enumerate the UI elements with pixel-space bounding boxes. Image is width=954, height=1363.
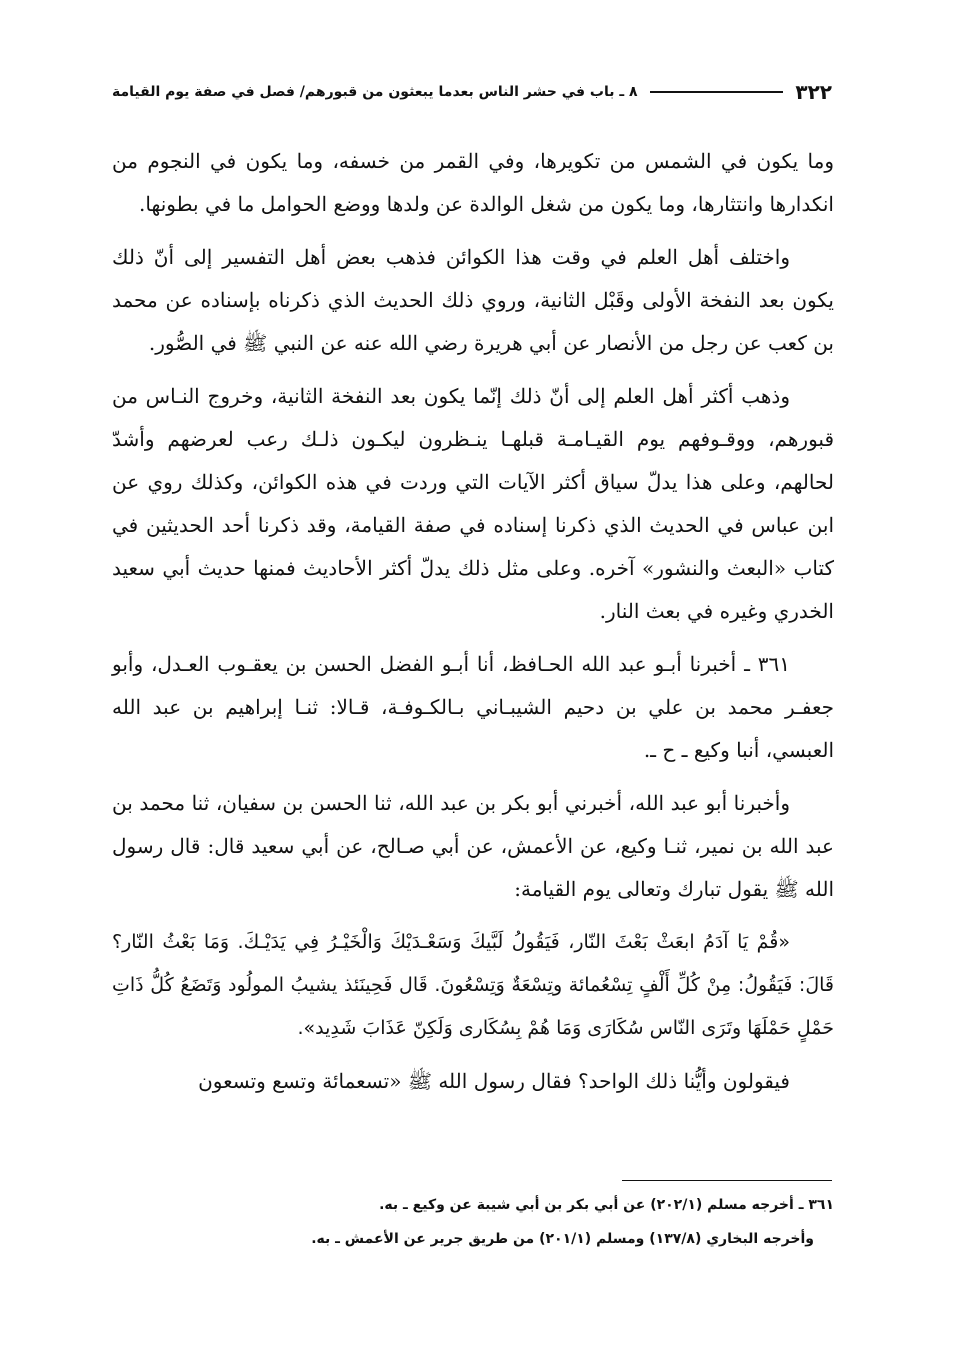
hadith-chain-2: وأخبرنا أبو عبد الله، أخبرني أبو بكر بن عبد الله، ثنا الحسن بن سفيان، ثنا محمد بن عبد الله بن نمير، ثنـا وكيع، عن الأعمش، عن أبي صـالح، عن أبي سعيد قال: قال رسول الله ﷺ يقول تبارك وتعالى يوم القيامة: [112, 791, 834, 901]
header-rule [650, 91, 784, 93]
hadith-361-chain: ٣٦١ ـ أخبرنا أبـو عبد الله الحـافظ، أنا أبـو الفضل الحسن بن يعقـوب العـدل، وأبو جعفـر محمد بن علي بن دحيم الشيبـاني بـالكـوفـة، قـالا: ثنـا إبراهيم بن عبد الله العبسي، أنبا وكيع ـ ح ـ. [112, 652, 834, 762]
page-header [112, 72, 832, 112]
footnotes [112, 1188, 834, 1256]
paragraph-1: وما يكون في الشمس من تكويرها، وفي القمر من خسفه، وما يكون في النجوم من انكدارها وانتثارها، وما يكون من شغل الوالدة عن ولدها ووضع الحوامل ما في بطونها. [112, 149, 834, 216]
paragraph-2: واختلف أهل العلم في وقت هذا الكوائن فذهب بعض أهل التفسير إلى أنّ ذلك يكون بعد النفخة الأولى وقَبْل الثانية، وروي ذلك الحديث الذي ذكرناه بإسناده عن محمد بن كعب عن رجل من الأنصار عن أبي هريرة رضي الله عنه عن النبي ﷺ في الصُّور. [112, 245, 834, 355]
footnote-rule [622, 1180, 832, 1181]
footnote-2: وأخرجه البخاري (١٣٧/٨) ومسلم (٢٠١/١) من طريق جرير عن الأعمش ـ به. [311, 1231, 814, 1247]
page-number: ٣٢٢ [795, 80, 832, 104]
footnote-1: ٣٦١ ـ أخرجه مسلم (٢٠٢/١) عن أبي بكر بن أبي شيبة عن وكيع ـ به. [379, 1197, 834, 1213]
running-title: ٨ ـ باب في حشر الناس بعدما يبعثون من قبورهم/ فصل في صفة يوم القيامة [112, 84, 638, 100]
hadith-quote: «قُمْ يَا آدَمُ ابعَثْ بَعْثَ النّار، فَيَقُولُ لَبَّيكَ وَسَعْـدَيْكَ وَالْخَيْـرُ فِي يَدَيْـكَ. وَمَا بَعْثُ النّار؟ قَالَ: فَيَقُولُ: مِنْ كُلِّ أَلْفٍ تِسْعُمائة وتِسْعَةٌ وَتِسْعُونَ. قَال فَحِينَئذ يشيبُ المولُود وَتَضَعُ كُلُّ ذَاتِ حَمْلٍ حَمْلَهَا وتَرَى النّاس سُكَارَى وَمَا هُمْ بِسُكَارى وَلَكِنّ عَذَابَ شَدِيد». [112, 931, 834, 1039]
paragraph-continuation: فيقولون وأيُّنا ذلك الواحد؟ فقال رسول الله ﷺ «تسعمائة وتسع وتسعون [198, 1069, 790, 1093]
paragraph-3: وذهب أكثر أهل العلم إلى أنّ ذلك إنّما يكون بعد النفخة الثانية، وخروج النـاس من قبورهم، ووقـوفهم يوم القيـامـة قبلهـا ينـظرون ليكـون ذلـك رعب لعرضهم وأشدّ لحالهم، وعلى هذا يدلّ سياق أكثر الآيات التي وردت في هذه الكوائن، وكذلك روي عن ابن عباس في الحديث الذي ذكرنا إسناده في صفة القيامة، وقد ذكرنا أحد الحديثين في كتاب «البعث والنشور» آخره. وعلى مثل ذلك يدلّ أكثر الأحاديث فمنها حديث أبي سعيد الخدري وغيره في بعث النار. [112, 384, 834, 623]
main-text [112, 140, 834, 1113]
